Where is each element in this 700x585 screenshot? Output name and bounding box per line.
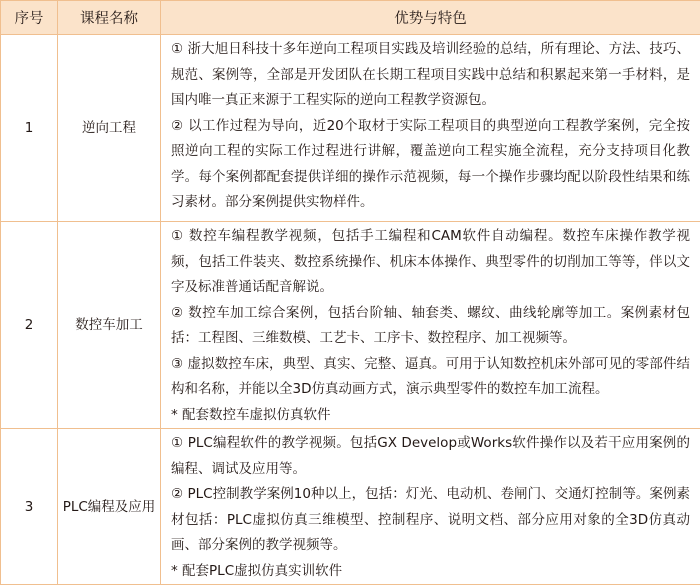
feature-item: ② PLC控制教学案例10种以上，包括：灯光、电动机、卷闸门、交通灯控制等。案例素材包括：PLC虚拟仿真三维模型、控制程序、说明文档、部分应用对象的全3D仿真动画、部分案例的教学视频等。	[171, 482, 690, 559]
feature-item: ① 浙大旭日科技十多年逆向工程项目实践及培训经验的总结，所有理论、方法、技巧、规范、案例等，全部是开发团队在长期工程项目实践中总结和积累起来第一手材料，是国内唯一真正来源于工程实际的逆向工程教学资源包。	[171, 37, 690, 114]
header-course-name: 课程名称	[58, 1, 161, 35]
course-name: 数控车加工	[58, 222, 161, 429]
row-number: 3	[1, 429, 58, 585]
feature-item: ③ 虚拟数控车床，典型、真实、完整、逼真。可用于认知数控机床外部可见的零部件结构和名称，并能以全3D仿真动画方式，演示典型零件的数控车加工流程。	[171, 352, 690, 403]
course-name: PLC编程及应用	[58, 429, 161, 585]
features-cell	[161, 35, 700, 222]
feature-note: * 配套数控车虚拟仿真软件	[171, 403, 690, 429]
feature-note: * 配套PLC虚拟仿真实训软件	[171, 559, 690, 585]
table-row	[1, 429, 700, 585]
row-number: 1	[1, 35, 58, 222]
features-cell	[161, 222, 700, 429]
features-cell	[161, 429, 700, 585]
header-no: 序号	[1, 1, 58, 35]
feature-item: ② 以工作过程为导向，近20个取材于实际工程项目的典型逆向工程教学案例，完全按照逆向工程的实际工作过程进行讲解，覆盖逆向工程实施全流程，充分支持项目化教学。每个案例都配套提供详细的操作示范视频，每一个操作步骤均配以阶段性结果和练习素材。部分案例提供实物样件。	[171, 114, 690, 216]
feature-item: ① 数控车编程教学视频，包括手工编程和CAM软件自动编程。数控车床操作教学视频，包括工件装夹、数控系统操作、机床本体操作、典型零件的切削加工等等，伴以文字及标准普通话配音解说。	[171, 224, 690, 301]
row-number: 2	[1, 222, 58, 429]
table-header-row	[1, 1, 700, 35]
feature-item: ① PLC编程软件的教学视频。包括GX Develop或Works软件操作以及若干应用案例的编程、调试及应用等。	[171, 431, 690, 482]
table-row	[1, 35, 700, 222]
table-row	[1, 222, 700, 429]
header-features: 优势与特色	[161, 1, 700, 35]
course-name: 逆向工程	[58, 35, 161, 222]
feature-item: ② 数控车加工综合案例，包括台阶轴、轴套类、螺纹、曲线轮廓等加工。案例素材包括：工程图、三维数模、工艺卡、工序卡、数控程序、加工视频等。	[171, 301, 690, 352]
